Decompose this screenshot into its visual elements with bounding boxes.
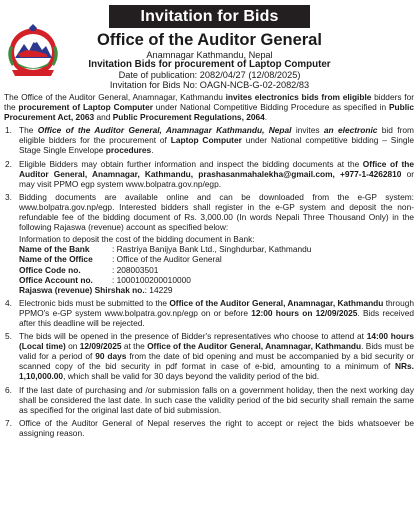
deposit-row: Name of the Bank : Rastriya Banijya Bank Ltd., Singhdurbar, Kathmandu bbox=[19, 244, 312, 255]
list-item: 5. The bids will be opened in the presence of Bidder's representatives who choose to attend at 14:00 hours (Local time) on 12/09/2025 at the Office of the Auditor General, Anamnagar, Kathmandu. Bids must be valid for a period of 90 days from the date of bid opening and must be accompanied by a bid security or scanned copy of the bid security in pdf format in case of e-bid, amounting to a minimum of NRs. 1,10,000.00, which shall be valid for 30 days beyond the validity period of the bid. bbox=[5, 331, 415, 382]
publication-date: Date of publication: 2082/04/27 (12/08/2025) bbox=[118, 70, 301, 80]
office-address: Anamnagar Kathmandu, Nepal bbox=[146, 50, 273, 60]
list-item: 1. The Office of the Auditor General, Anamnagar Kathmandu, Nepal invites an electronic bid from eligible bidders for the procurement of Laptop Computer under National competitive bidding – Single Stage Single Envelope procedures. bbox=[5, 125, 415, 156]
deposit-info: Information to deposit the cost of the bidding document in Bank: Name of the Bank : Rastriya Banijya Bank Ltd., Singhdurbar, Kathmandu Name of the Office : Office of the Auditor General Office Code no. : 208003501 Office Account no. : 1000100200010000 Rajaswa (revenue) Shirshak no.: 14229 bbox=[19, 234, 414, 295]
contact-info: Office of the Auditor General, Anamnagar, Kathmandu, prashasanmahalekha@gmail.com, +977-1-4262810 bbox=[19, 158, 414, 179]
deposit-row: Office Account no. : 1000100200010000 bbox=[19, 274, 191, 285]
shirshak-row: Rajaswa (revenue) Shirshak no.: 14229 bbox=[19, 284, 173, 295]
points-list bbox=[4, 125, 414, 438]
banner-title: Invitation for Bids bbox=[109, 5, 310, 28]
list-item: 4. Electronic bids must be submitted to the Office of the Auditor General, Anamnagar, Kathmandu through PPMO's e-GP system www.bolpatra.gov.np/egp on or before 12:00 hours on 12/09/2025. Bids received after this deadline will be rejected. bbox=[5, 297, 414, 328]
intro-paragraph: The Office of the Auditor General, Anamnagar, Kathmandu invites electronics bids from eligible bidders for the procurement of Laptop Computer under National Competitive Bidding Procedure as specified in Public Procurement Act, 2063 and Public Procurement Regulations, 2064. bbox=[4, 92, 414, 123]
deposit-row: Name of the Office : Office of the Auditor General bbox=[19, 254, 222, 265]
list-item: 6. If the last date of purchasing and /or submission falls on a government holiday, then the next working day shall be considered the last date. In such case the validity period of the bid security shall remain the same as specified for the original last date of bid submission. bbox=[5, 384, 414, 415]
list-item: 2. Eligible Bidders may obtain further information and inspect the bidding documents at the Office of the Auditor General, Anamnagar, Kathmandu, prashasanmahalekha@gmail.com, +977-1-4262810 or may visit PPMO egp system www.bolpatra.gov.np/egp. bbox=[5, 158, 414, 189]
deposit-row: Office Code no. : 208003501 bbox=[19, 264, 159, 275]
office-title: Office of the Auditor General bbox=[97, 31, 322, 49]
list-item: 7. Office of the Auditor General of Nepal reserves the right to accept or reject the bids whatsoever be assigning reason. bbox=[5, 417, 414, 438]
bid-number: Invitation for Bids No: OAGN-NCB-G-02-2082/83 bbox=[109, 80, 310, 90]
list-item: 3. Bidding documents are available online and can be downloaded from the e-GP system: www.bolpatra.gov.np/egp. Interested bidders shall register in the e-GP system and deposit the non-refundable fee of the bidding document of Rs. 3,000.00 (In words Nepali Three Thousand Only) in the following Rajaswa (revenue) account as specified below: Information to deposit the cost of the bidding document in Bank: Name of the Bank : Rastriya Banijya Bank Ltd., Singhdurbar, Kathmandu Name of the Office : Office of the Auditor General Office Code no. : 208003501 Office Account no. : 1000100200010000 Rajaswa (revenue) Shirshak no.: 14229 bbox=[5, 191, 414, 295]
notice-body bbox=[4, 92, 414, 441]
invitation-subject: Invitation Bids for procurement of Laptop Computer bbox=[88, 59, 331, 70]
